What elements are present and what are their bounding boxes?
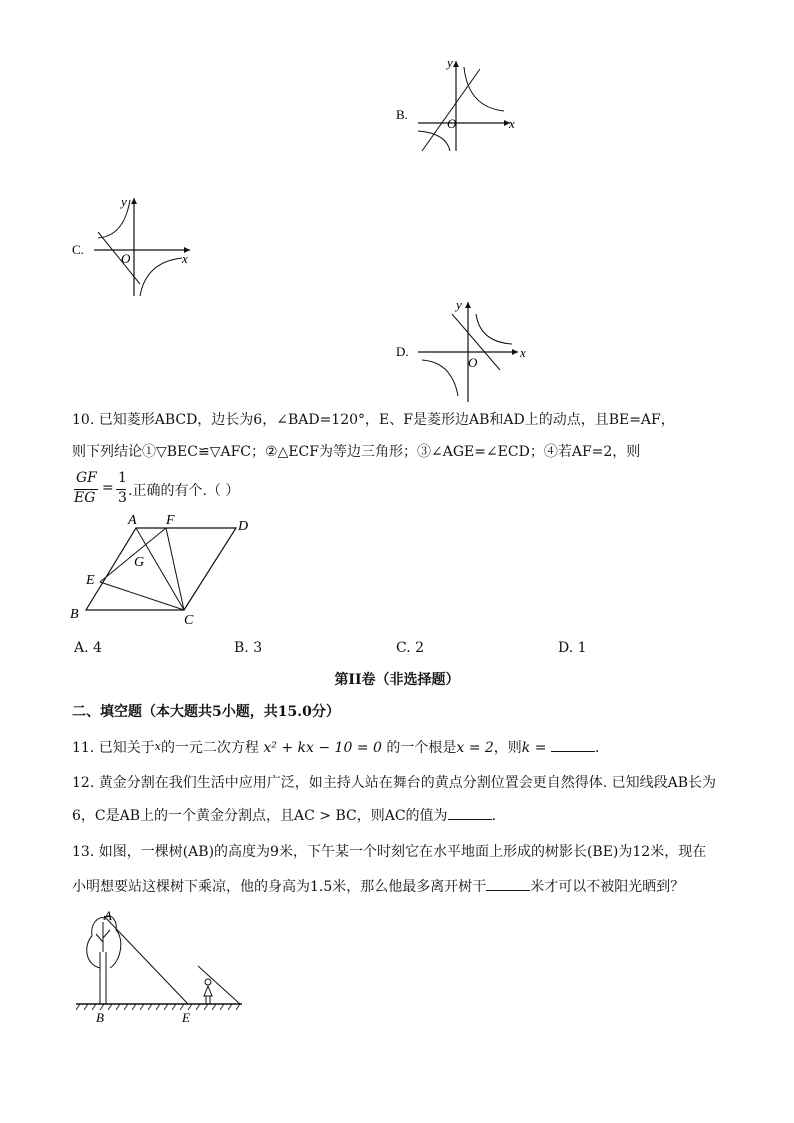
q11-middle: 的一元二次方程: [160, 740, 259, 756]
sun-ray-person: [198, 966, 240, 1004]
label-b: B: [96, 1010, 104, 1025]
y-axis-arrow: [131, 198, 137, 204]
hyperbola-q4: [140, 258, 182, 296]
q10-line-3-tail: .正确的有个.（ ）: [128, 483, 240, 499]
q13-line-2a: 小明想要站这棵树下乘凉，他的身高为1.5米，那么他最多离开树干: [72, 879, 487, 895]
origin-label: O: [447, 116, 457, 131]
segment-fc: [166, 528, 184, 610]
axis-y-label: y: [456, 297, 462, 312]
tree-shadow-figure: [70, 908, 250, 1028]
q13-line-2: [72, 876, 684, 897]
q10-option-a: A. 4: [74, 640, 102, 656]
q10-line-2: 则下列结论①▽BEC≌▽AFC；②△ECF为等边三角形；③∠AGE=∠ECD；④若AF=2，则: [72, 444, 641, 460]
q10-option-b: B. 3: [234, 640, 263, 656]
y-axis-arrow: [465, 302, 471, 308]
q12-line-2: [72, 805, 496, 826]
frac-denominator: EG: [74, 490, 96, 506]
option-label: B.: [396, 107, 408, 122]
q12-line-2b: .: [491, 808, 497, 824]
origin-label: O: [468, 355, 478, 370]
q12-line-2a: 6，C是AB上的一个黄金分割点，且AC > BC，则AC的值为: [72, 808, 448, 824]
label-e: E: [182, 1010, 190, 1025]
graph-option-b: [392, 55, 527, 155]
section-title: 第II卷（非选择题）: [334, 672, 460, 688]
label-c: C: [184, 613, 194, 628]
q13-line-1: 13. 如图，一棵树(AB)的高度为9米，下午某一个时刻它在水平地面上形成的树影长(BE)为12米，现在: [72, 844, 707, 860]
axis-x-label: x: [182, 251, 188, 266]
frac-rhs-numerator: 1: [118, 470, 127, 486]
y-axis-arrow: [453, 61, 459, 67]
q12-line-1: 12. 黄金分割在我们生活中应用广泛，如主持人站在舞台的黄点分割位置会更自然得体. 已知线段AB长为: [72, 775, 717, 791]
q11-mid2: 的一个根是: [386, 740, 457, 756]
label-d: D: [238, 519, 249, 534]
segment-ec: [100, 582, 184, 610]
label-g: G: [134, 555, 145, 570]
label-a: A: [128, 513, 137, 528]
origin-label: O: [121, 251, 131, 266]
frac-numerator: GF: [76, 470, 97, 486]
q10-option-d: D. 1: [558, 640, 587, 656]
label-e: E: [86, 573, 95, 588]
label-f: F: [166, 513, 175, 528]
label-a: A: [104, 908, 112, 923]
tree-crown: [87, 916, 121, 968]
graph-option-c: [68, 192, 198, 300]
person-figure: [204, 979, 212, 1004]
equals-sign: =: [102, 480, 114, 496]
q13-line-2b: 米才可以不被阳光晒到？: [530, 879, 685, 895]
hyperbola-q1: [476, 314, 512, 344]
rhombus-figure: [66, 510, 266, 630]
q11-answer-blank[interactable]: [551, 737, 595, 752]
option-label: C.: [72, 242, 84, 257]
q10-option-c: C. 2: [396, 640, 425, 656]
q11-var: x: [154, 740, 161, 753]
label-b: B: [70, 607, 79, 622]
q11-prefix: 11. 已知关于: [72, 740, 155, 756]
axis-x-label: x: [509, 116, 515, 131]
q11-end: .: [594, 740, 600, 756]
axis-y-label: y: [121, 194, 127, 209]
q11-k: k =: [521, 740, 547, 756]
q11-line: [72, 737, 599, 758]
q10-line-1: 10. 已知菱形ABCD，边长为6，∠BAD=120°，E、F是菱形边AB和AD上的动点，且BE=AF，: [72, 412, 675, 428]
axis-y-label: y: [447, 55, 453, 70]
branch-3: [103, 930, 110, 938]
axis-x-label: x: [520, 345, 526, 360]
straight-line: [422, 69, 480, 151]
frac-rhs-denominator: 3: [118, 490, 127, 506]
sun-ray-ae: [104, 916, 188, 1004]
part2-heading: 二、填空题（本大题共5小题，共15.0分）: [72, 704, 340, 720]
q12-answer-blank[interactable]: [448, 805, 492, 820]
hyperbola-q1: [464, 67, 504, 111]
q13-answer-blank[interactable]: [486, 876, 530, 891]
graph-option-d: [392, 296, 532, 404]
rhombus-abcd: [86, 528, 236, 610]
segment-ef: [100, 528, 166, 582]
option-label: D.: [396, 344, 409, 359]
x-axis-arrow: [512, 349, 518, 355]
branch-2: [96, 934, 103, 942]
q11-equation: x² + kx − 10 = 0: [263, 740, 382, 756]
hyperbola-q3: [422, 360, 458, 396]
q11-mid3: ，则: [493, 740, 522, 756]
q11-root: x = 2: [456, 740, 494, 756]
